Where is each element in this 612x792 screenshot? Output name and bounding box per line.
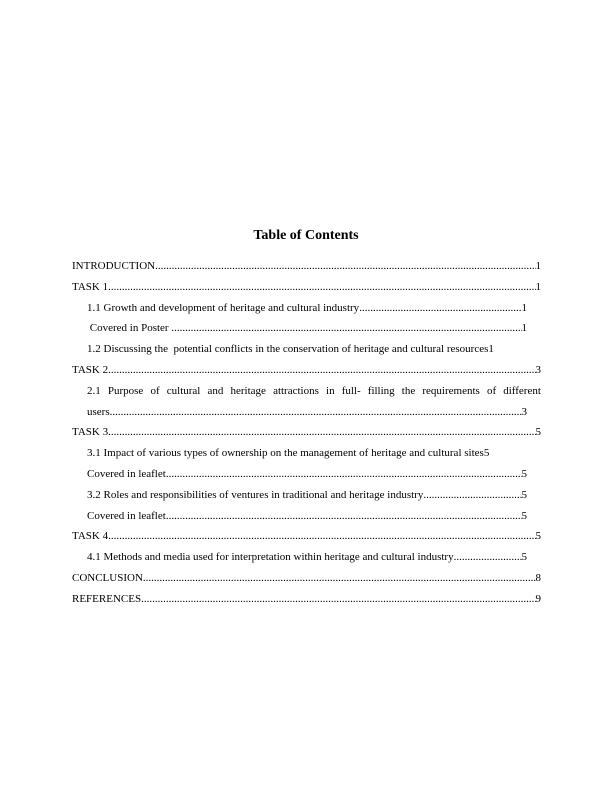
toc-entry-page: 1 bbox=[535, 260, 541, 272]
toc-entry-introduction[interactable] bbox=[72, 256, 541, 277]
toc-word: requirements bbox=[422, 384, 480, 397]
toc-entry-page: 1 bbox=[488, 343, 494, 356]
toc-entry-page: 1 bbox=[535, 280, 541, 293]
toc-word: 2.1 bbox=[87, 384, 101, 397]
toc-entry-label: Covered in Poster bbox=[87, 322, 172, 335]
toc-entry-3-2[interactable] bbox=[72, 485, 541, 506]
toc-entry-label: 3.2 Roles and responsibilities of ventures in traditional and heritage industry bbox=[87, 488, 424, 501]
toc-entry-page: 5 bbox=[521, 551, 527, 564]
toc-word: the bbox=[401, 384, 416, 397]
toc-entry-page: 1 bbox=[521, 301, 527, 314]
toc-word: full- bbox=[341, 384, 361, 397]
toc-list bbox=[72, 256, 541, 610]
toc-word: cultural bbox=[166, 384, 201, 397]
toc-word: and bbox=[207, 384, 224, 397]
toc-word: attractions bbox=[273, 384, 319, 397]
toc-entry-task-3[interactable] bbox=[72, 422, 541, 443]
toc-word: Purpose bbox=[107, 384, 144, 397]
toc-entry-2-1[interactable] bbox=[72, 381, 541, 423]
toc-word: different bbox=[503, 384, 541, 397]
toc-entry-covered-in-leaflet[interactable] bbox=[72, 506, 541, 527]
toc-entry-task-2[interactable] bbox=[72, 360, 541, 381]
toc-entry-task-4[interactable] bbox=[72, 526, 541, 547]
toc-entry-covered-in-leaflet[interactable] bbox=[72, 464, 541, 485]
toc-entry-label-line1 bbox=[87, 381, 541, 402]
toc-leader-dots bbox=[155, 256, 535, 277]
toc-entry-4-1[interactable] bbox=[72, 547, 541, 568]
toc-word: filling bbox=[367, 384, 395, 397]
toc-entry-label: Covered in leaflet bbox=[87, 467, 166, 480]
toc-entry-label: REFERENCES bbox=[72, 592, 142, 605]
toc-leader-dots bbox=[110, 402, 522, 423]
toc-leader-dots bbox=[108, 360, 535, 381]
toc-leader-dots bbox=[166, 464, 522, 485]
toc-entry-label: Covered in leaflet bbox=[87, 509, 166, 522]
toc-entry-page: 5 bbox=[521, 509, 527, 522]
toc-entry-page: 5 bbox=[535, 426, 541, 439]
toc-entry-conclusion[interactable] bbox=[72, 568, 541, 589]
toc-entry-label: 1.2 Discussing the potential conflicts in the conservation of heritage and cultural resources bbox=[87, 343, 489, 356]
toc-leader-dots bbox=[171, 318, 521, 339]
toc-entry-label: CONCLUSION bbox=[72, 571, 143, 584]
toc-entry-page: 1 bbox=[521, 322, 527, 335]
toc-entry-label: TASK 1 bbox=[72, 280, 109, 293]
toc-entry-task-1[interactable] bbox=[72, 277, 541, 298]
toc-word: in bbox=[326, 384, 335, 397]
toc-entry-label: 1.1 Growth and development of heritage and cultural industry bbox=[87, 301, 360, 314]
toc-leader-dots bbox=[359, 298, 521, 319]
toc-entry-page: 3 bbox=[521, 405, 527, 418]
toc-entry-page: 5 bbox=[521, 467, 527, 480]
toc-entry-label-line2 bbox=[87, 402, 541, 423]
toc-leader-dots bbox=[141, 589, 535, 610]
toc-entry-label: users bbox=[87, 405, 110, 418]
toc-leader-dots bbox=[166, 506, 522, 527]
toc-entry-page: 9 bbox=[535, 592, 541, 605]
toc-entry-page: 3 bbox=[535, 363, 541, 376]
toc-entry-page: 5 bbox=[521, 488, 527, 501]
toc-entry-1-1[interactable] bbox=[72, 298, 541, 319]
toc-entry-3-1[interactable] bbox=[72, 443, 541, 464]
toc-entry-page: 5 bbox=[535, 530, 541, 543]
toc-entry-label: 4.1 Methods and media used for interpretation within heritage and cultural industry bbox=[87, 551, 454, 564]
toc-entry-label: TASK 2 bbox=[72, 363, 109, 376]
toc-leader-dots bbox=[454, 547, 522, 568]
toc-word: of bbox=[486, 384, 497, 397]
toc-title: Table of Contents bbox=[253, 228, 359, 243]
toc-entry-1-2[interactable] bbox=[72, 339, 541, 360]
toc-leader-dots bbox=[108, 277, 535, 298]
toc-word: heritage bbox=[230, 384, 266, 397]
toc-entry-label: TASK 3 bbox=[72, 426, 109, 439]
toc-entry-covered-in-poster[interactable] bbox=[72, 318, 541, 339]
toc-leader-dots bbox=[108, 526, 535, 547]
toc-leader-dots bbox=[108, 422, 535, 443]
toc-entry-references[interactable] bbox=[72, 589, 541, 610]
toc-leader-dots bbox=[423, 485, 521, 506]
toc-entry-label: TASK 4 bbox=[72, 530, 109, 543]
toc-word: of bbox=[150, 384, 160, 397]
toc-leader-dots bbox=[143, 568, 536, 589]
toc-entry-page: 8 bbox=[535, 571, 541, 584]
toc-entry-label: INTRODUCTION bbox=[72, 260, 156, 272]
toc-entry-label: 3.1 Impact of various types of ownership on the management of heritage and cultural sites bbox=[87, 447, 484, 460]
toc-entry-page: 5 bbox=[483, 447, 490, 460]
